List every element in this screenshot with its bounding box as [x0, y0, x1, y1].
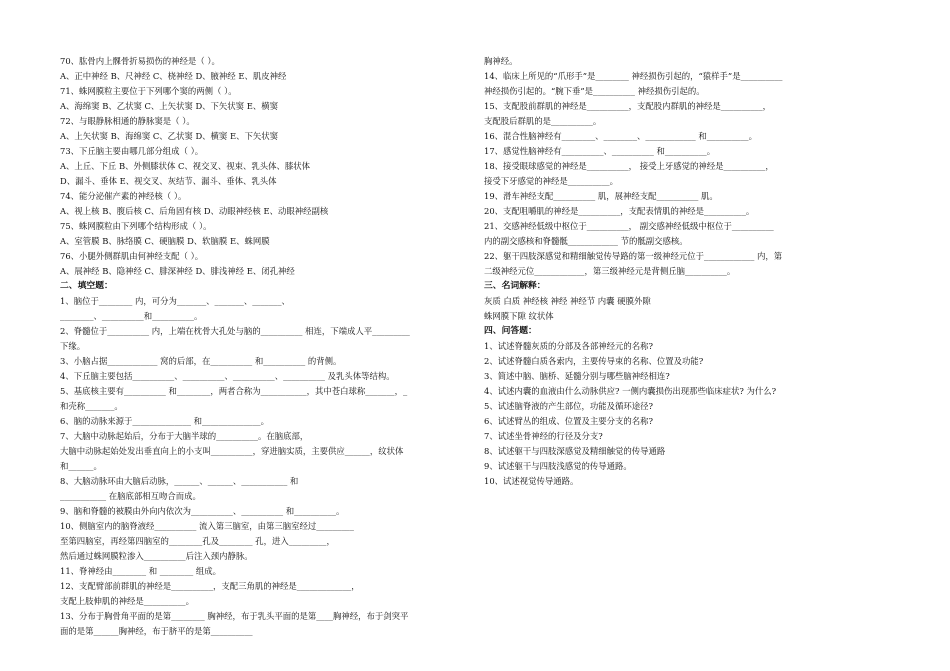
section-heading: 四、问答题： [484, 326, 537, 336]
left-line: 至第四脑室，再经第四脑室的________孔及________ 孔，进入_________， [60, 536, 335, 546]
right-line: 7、试述坐骨神经的行径及分支? [484, 431, 603, 441]
left-line: A、上丘、下丘 B、外侧膝状体 C、视交叉、视束、乳头体、膝状体 [60, 161, 311, 171]
left-line: 76、小腿外侧群肌由何神经支配（ ）。 [60, 251, 204, 261]
right-line: 15、支配股前群肌的神经是__________，支配股内群肌的神经是__________， [484, 101, 772, 111]
section-heading: 三、名词解释： [484, 281, 546, 291]
left-line: 5、基底核主要有__________ 和________，两者合称为___________，其中苍白球称_______，_ [60, 386, 408, 396]
left-line: 支配上肢伸肌的神经是__________。 [60, 596, 194, 606]
right-line: 6、试述臂丛的组成、位置及主要分支的名称? [484, 416, 653, 426]
right-line: 17、感觉性脑神经有__________、__________ 和__________。 [484, 146, 716, 156]
left-line: A、正中神经 B、尺神经 C、桡神经 D、腋神经 E、肌皮神经 [60, 71, 287, 81]
right-line: 8、试述躯干与四肢深感觉及精细触觉的传导通路 [484, 446, 666, 456]
left-line: 75、蛛网膜粒由下列哪个结构形成（ ）。 [60, 221, 212, 231]
left-line: 4、下丘脑主要包括__________、__________、__________、__________ 及乳头体等结构。 [60, 371, 395, 381]
right-line: 神经损伤引起的。“腕下垂”是__________ 神经损伤引起的。 [484, 86, 705, 96]
right-line: 1、试述脊髓灰质的分部及各部神经元的名称? [484, 341, 653, 351]
left-line: 74、能分泌催产素的神经核（ ）。 [60, 191, 187, 201]
left-line: 73、下丘脑主要由哪几部分组成（ ）。 [60, 146, 204, 156]
right-line: 内的副交感核和脊髓骶____________ 节的骶副交感核。 [484, 236, 688, 246]
right-line: 20、支配咀嚼肌的神经是__________，支配表情肌的神经是__________。 [484, 206, 755, 216]
right-line: 蛛网膜下隙 纹状体 [484, 311, 554, 321]
right-line: 16、混合性脑神经有________、________、____________ 和__________。 [484, 131, 757, 141]
right-line: 19、滑车神经支配__________ 肌，展神经支配__________ 肌。 [484, 191, 718, 201]
left-line: 10、侧脑室内的脑脊液经__________ 流入第三脑室，由第三脑室经过_________ [60, 521, 354, 531]
left-line: 6、脑的动脉来源于______________ 和______________。 [60, 416, 269, 426]
left-line: 1、脑位于________ 内，可分为_______、_______、_______、 [60, 296, 290, 306]
left-line: 和______。 [60, 461, 102, 471]
section-heading: 二、填空题： [60, 281, 113, 291]
right-line: 二级神经元位____________，第三级神经元是背侧丘脑__________。 [484, 266, 736, 276]
right-line: 18、接受眼球感觉的神经是__________， 接受上牙感觉的神经是__________， [484, 161, 774, 171]
right-line: 5、试述脑脊液的产生部位，功能及循环途径? [484, 401, 653, 411]
left-line: 9、脑和脊髓的被膜由外向内依次为__________、__________ 和__________。 [60, 506, 345, 516]
right-line: 10、试述视觉传导通路。 [484, 476, 579, 486]
left-line: A、海绵窦 B、乙状窦 C、上矢状窦 D、下矢状窦 E、横窦 [60, 101, 278, 111]
right-line: 22、躯干四肢深感觉和精细触觉传导路的第一级神经元位于____________ 内，第 [484, 251, 783, 261]
left-line: A、视上核 B、腹后核 C、后角固有核 D、动眼神经核 E、动眼神经副核 [60, 206, 329, 216]
left-line: ________、__________和__________。 [60, 311, 203, 321]
left-line: 12、支配臂部前群肌的神经是__________，支配三角肌的神经是_____________， [60, 581, 360, 591]
left-line: 72、与眼静脉相通的静脉窦是（ ）。 [60, 116, 195, 126]
left-line: 和壳称_______。 [60, 401, 123, 411]
left-line: A、上矢状窦 B、海绵窦 C、乙状窦 D、横窦 E、下矢状窦 [60, 131, 278, 141]
right-line: 4、试述内囊的血液由什么动脉供应? 一侧内囊损伤出现那些临床症状? 为什么? [484, 386, 777, 396]
left-line: 2、脊髓位于__________ 内，上端在枕骨大孔处与脑的__________ 相连，下端成人平_________ [60, 326, 410, 336]
left-line: 3、小脑占据____________ 窝的后部，在__________ 和__________ 的背侧。 [60, 356, 342, 366]
right-line: 胸神经。 [484, 56, 518, 66]
right-line: 14、临床上所见的“爪形手”是________ 神经损伤引起的，“猿样手”是__________ [484, 71, 783, 81]
left-line: 面的是第______胸神经，布于脐平的是第__________ [60, 626, 253, 636]
left-line: 7、大脑中动脉起始后，分布于大脑半球的__________。在脑底部， [60, 431, 309, 441]
left-line: 8、大脑动脉环由大脑后动脉，______、______、___________ 和 [60, 476, 299, 486]
left-line: D、漏斗、垂体 E、视交叉、灰结节、漏斗、垂体、乳头体 [60, 176, 277, 186]
right-line: 3、简述中脑、脑桥、延髓分别与哪些脑神经相连? [484, 371, 670, 381]
left-line: 下缘。 [60, 341, 86, 351]
right-line: 灰质 白质 神经核 神经 神经节 内囊 硬膜外隙 [484, 296, 651, 306]
left-line: 13、分布于胸骨角平面的是第________ 胸神经，布于乳头平面的是第____胸神经，布于剑突平 [60, 611, 409, 621]
left-line: A、展神经 B、隐神经 C、腓深神经 D、腓浅神经 E、闭孔神经 [60, 266, 295, 276]
left-line: A、室管膜 B、脉络膜 C、硬脑膜 D、软脑膜 E、蛛网膜 [60, 236, 270, 246]
left-line: 71、蛛网膜粒主要位于下列哪个窦的两侧（ ）。 [60, 86, 237, 96]
left-line: 然后通过蛛网膜粒渗入__________后注入颈内静脉。 [60, 551, 253, 561]
right-line: 接受下牙感觉的神经是__________。 [484, 176, 618, 186]
left-line: 大脑中动脉起始处发出垂直向上的小支叫__________，穿进脑实质，主要供应______，纹状体 [60, 446, 404, 456]
left-line: 11、脊神经由________ 和 ________ 组成。 [60, 566, 222, 576]
right-line: 支配股后群肌的是__________。 [484, 116, 602, 126]
right-line: 9、试述躯干与四肢浅感觉的传导通路。 [484, 461, 632, 471]
left-line: 70、肱骨内上髁骨折易损伤的神经是（ ）。 [60, 56, 220, 66]
left-line: ___________ 在脑底部相互吻合而成。 [60, 491, 201, 501]
right-line: 2、试述脊髓白质各索内，主要传导束的名称、位置及功能? [484, 356, 704, 366]
right-line: 21、交感神经低级中枢位于__________， 副交感神经低级中枢位于__________ [484, 221, 774, 231]
